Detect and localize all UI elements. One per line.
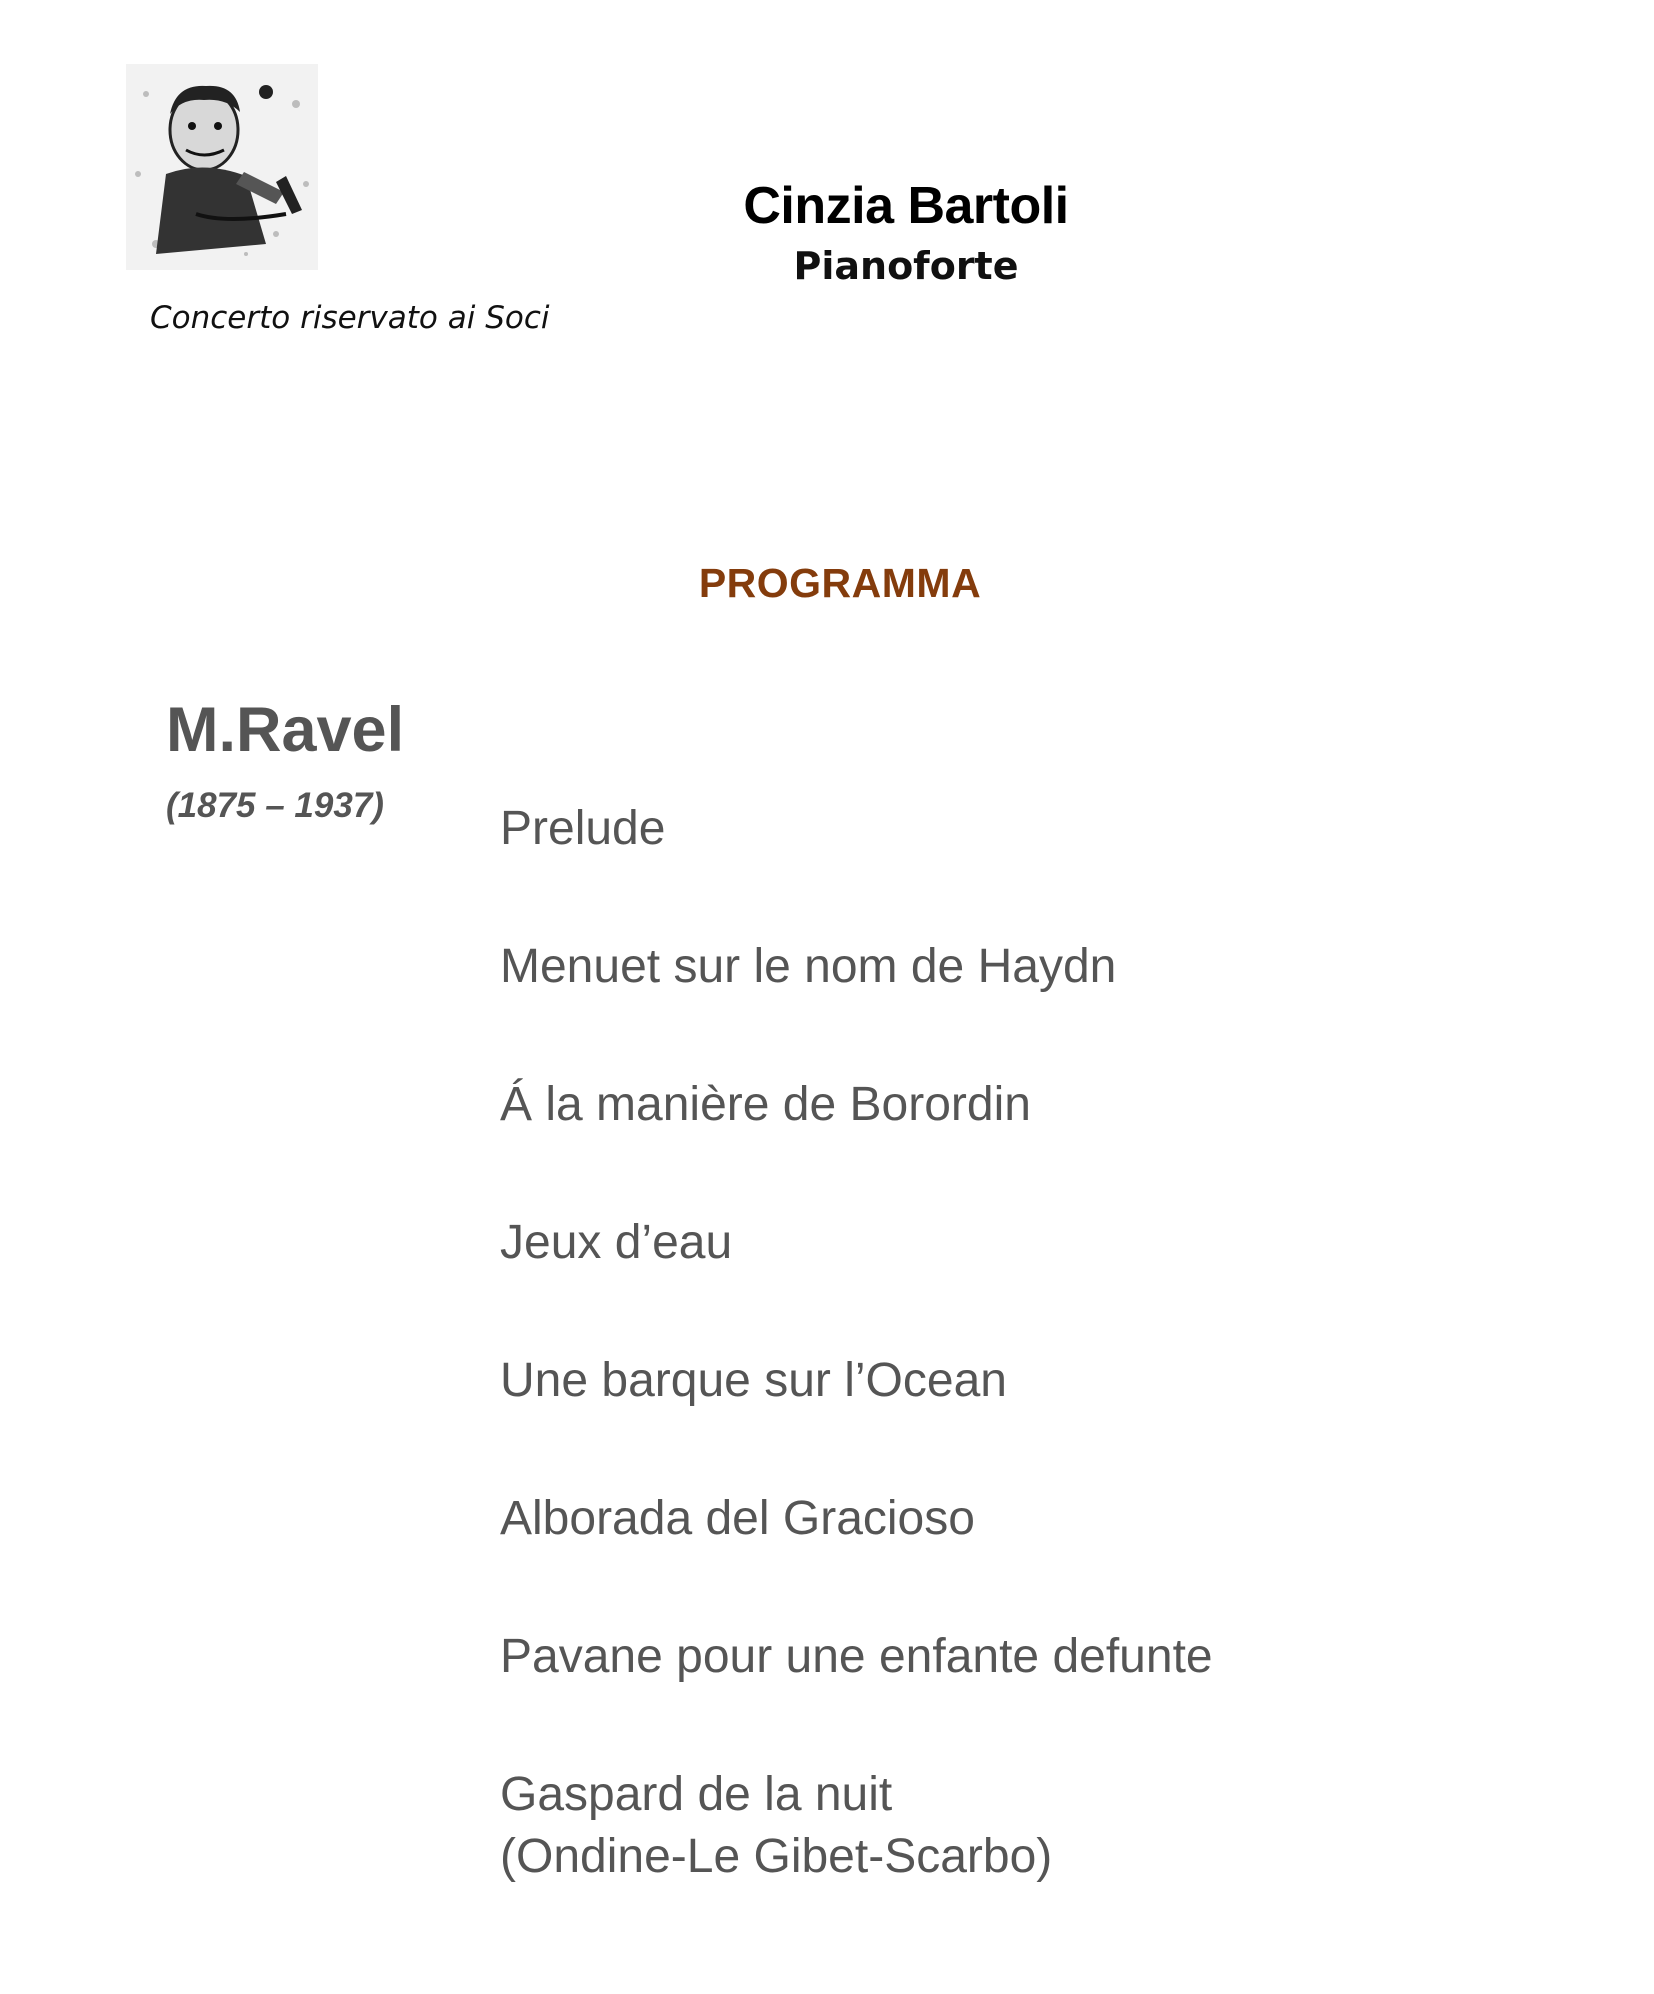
programme-item: [500, 936, 1213, 998]
programme-item: [500, 1764, 1213, 1888]
piece-title: Á la manière de Borordin: [500, 1078, 1031, 1131]
performer-name: Cinzia Bartoli: [743, 177, 1069, 235]
piece-title: Prelude: [500, 802, 666, 855]
programme-list: [500, 798, 1213, 1964]
piece-title: Menuet sur le nom de Haydn: [500, 940, 1117, 993]
programme-item: [500, 1488, 1213, 1550]
piece-title: Gaspard de la nuit: [500, 1768, 893, 1821]
piece-title: Alborada del Gracioso: [500, 1492, 975, 1545]
programme-item: [500, 798, 1213, 860]
programme-heading: PROGRAMMA: [698, 560, 982, 606]
piece-subtitle: (Ondine-Le Gibet-Scarbo): [500, 1830, 1053, 1883]
programme-item: [500, 1074, 1213, 1136]
piece-title: Pavane pour une enfante defunte: [500, 1630, 1213, 1683]
piece-title: Jeux d’eau: [500, 1216, 733, 1269]
programme-item: [500, 1626, 1213, 1688]
performer-instrument: Pianoforte: [793, 244, 1019, 288]
programme-item: [500, 1212, 1213, 1274]
composer-dates: (1875 – 1937): [166, 786, 384, 825]
programme-item: [500, 1350, 1213, 1412]
composer-name: M.Ravel: [166, 695, 405, 765]
piece-title: Une barque sur l’Ocean: [500, 1354, 1007, 1407]
concert-note: Concerto riservato ai Soci: [150, 300, 550, 336]
caricature-portrait-icon: [126, 64, 318, 270]
